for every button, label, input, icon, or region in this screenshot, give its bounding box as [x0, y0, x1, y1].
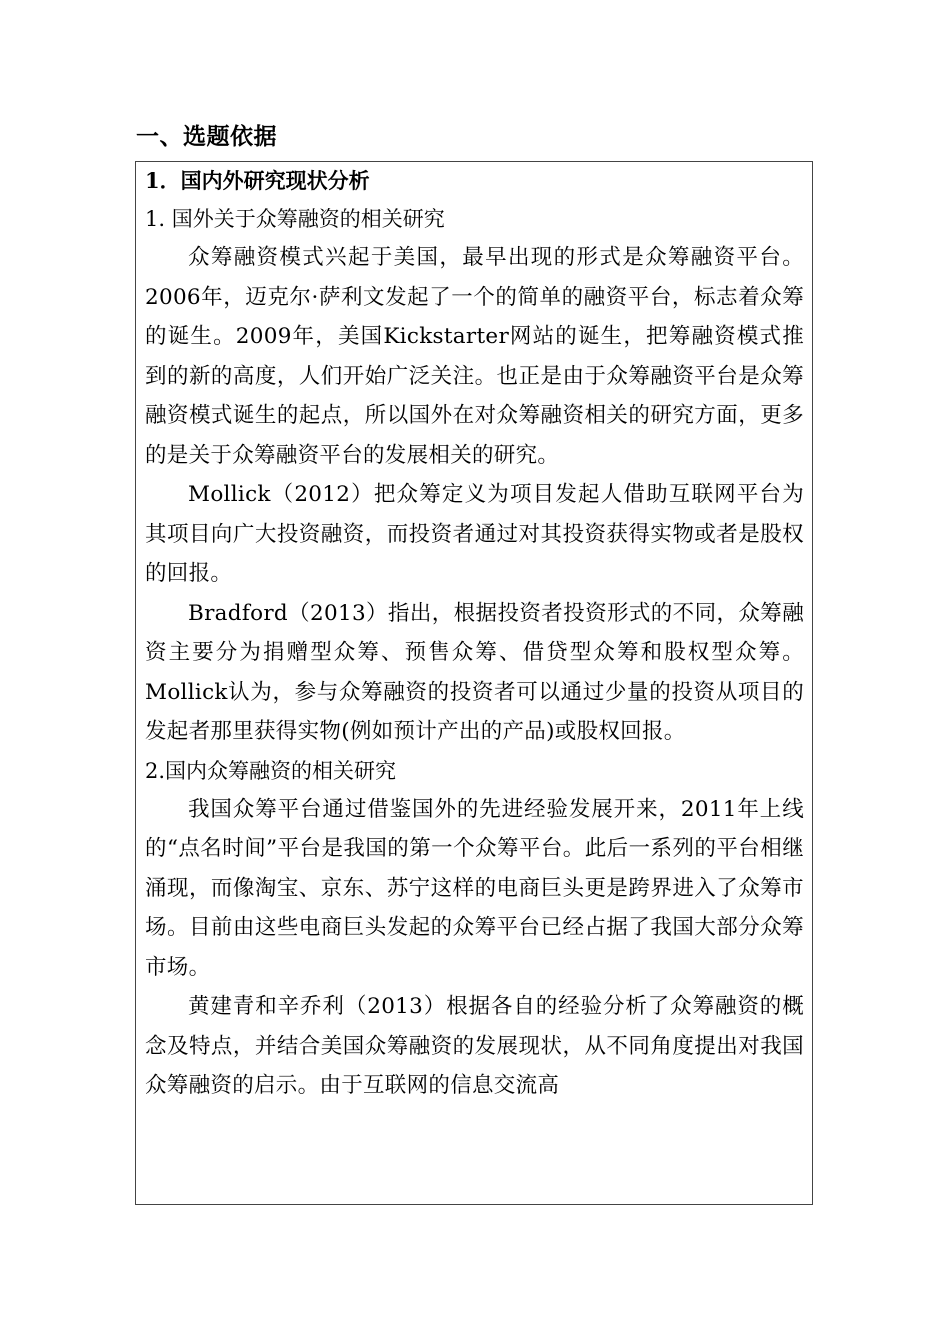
subsection-heading: 1. 国外关于众筹融资的相关研究: [145, 207, 445, 231]
box-heading: 1．国内外研究现状分析: [145, 168, 370, 193]
section-heading: 一、选题依据: [136, 123, 277, 150]
paragraph: Bradford（2013）指出，根据投资者投资形式的不同，众筹融资主要分为捐赠型众筹、预售众筹、借贷型众筹和股权型众筹。Mollick认为，参与众筹融资的投资者可以通过少量的投资从项目的发起者那里获得实物(例如预计产出的产品)或股权回报。: [145, 600, 804, 744]
paragraph: 黄建青和辛乔利（2013）根据各自的经验分析了众筹融资的概念及特点，并结合美国众筹融资的发展现状，从不同角度提出对我国众筹融资的启示。由于互联网的信息交流高: [145, 994, 804, 1098]
subsection-heading: 2.国内众筹融资的相关研究: [145, 758, 397, 783]
paragraph: Mollick（2012）把众筹定义为项目发起人借助互联网平台为其项目向广大投资融资，而投资者通过对其投资获得实物或者是股权的回报。: [145, 482, 804, 586]
subsection-foreign: [145, 200, 804, 752]
subsection-domestic: [145, 752, 804, 1106]
content-box: [135, 161, 813, 1205]
paragraph: 众筹融资模式兴起于美国，最早出现的形式是众筹融资平台。2006年，迈克尔·萨利文发起了一个的简单的融资平台，标志着众筹的诞生。2009年，美国Kickstarter网站的诞生，把筹融资模式推到的新的高度，人们开始广泛关注。也正是由于众筹融资平台是众筹融资模式诞生的起点，所以国外在对众筹融资相关的研究方面，更多的是关于众筹融资平台的发展相关的研究。: [145, 245, 804, 468]
paragraph: 我国众筹平台通过借鉴国外的先进经验发展开来，2011年上线的“点名时间”平台是我国的第一个众筹平台。此后一系列的平台相继涌现，而像淘宝、京东、苏宁这样的电商巨头更是跨界进入了众筹市场。目前由这些电商巨头发起的众筹平台已经占据了我国大部分众筹市场。: [145, 796, 804, 980]
